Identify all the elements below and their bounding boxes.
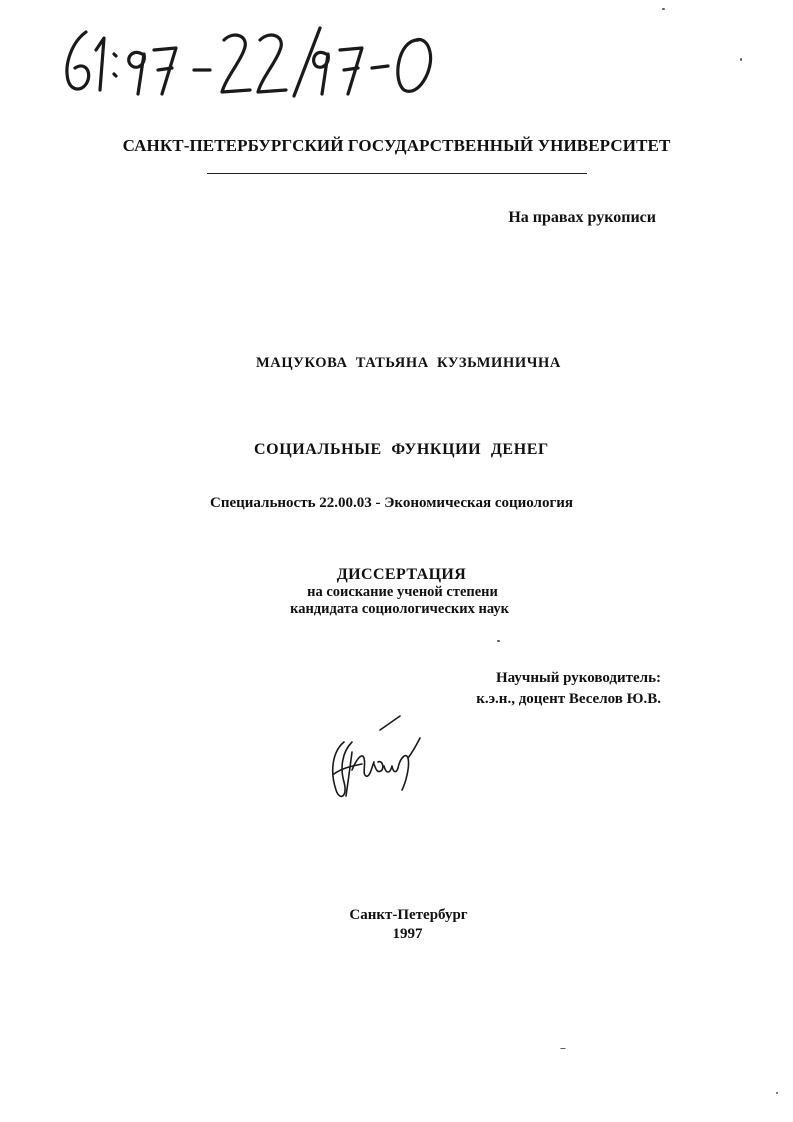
supervisor-label: Научный руководитель: — [496, 670, 661, 686]
place-and-year — [0, 906, 793, 944]
author-name: МАЦУКОВА ТАТЬЯНА КУЗЬМИНИЧНА — [256, 355, 561, 371]
dissertation-degree-block — [0, 566, 793, 618]
scan-speck — [560, 1048, 566, 1049]
city: Санкт-Петербург — [349, 907, 468, 923]
supervisor-block — [476, 668, 661, 710]
scan-speck — [497, 640, 500, 642]
dissertation-heading: ДИССЕРТАЦИЯ — [336, 566, 467, 583]
supervisor-name: к.э.н., доцент Веселов Ю.В. — [476, 691, 661, 707]
scan-speck — [662, 8, 665, 10]
year: 1997 — [392, 926, 423, 942]
scan-speck — [776, 1092, 778, 1094]
university-underline — [207, 173, 587, 174]
degree-line-1: на соискание ученой степени — [307, 584, 498, 600]
dissertation-title: СОЦИАЛЬНЫЕ ФУНКЦИИ ДЕНЕГ — [254, 441, 549, 458]
specialty-line: Специальность 22.00.03 - Экономическая социология — [210, 495, 574, 511]
degree-line-2: кандидата социологических наук — [290, 601, 509, 617]
handwritten-archive-code — [58, 20, 458, 100]
scan-speck — [740, 58, 742, 61]
university-name: САНКТ-ПЕТЕРБУРГСКИЙ ГОСУДАРСТВЕННЫЙ УНИВЕРСИТЕТ — [122, 136, 671, 155]
manuscript-rights-note: На правах рукописи — [508, 209, 656, 226]
handwritten-signature — [322, 712, 432, 812]
